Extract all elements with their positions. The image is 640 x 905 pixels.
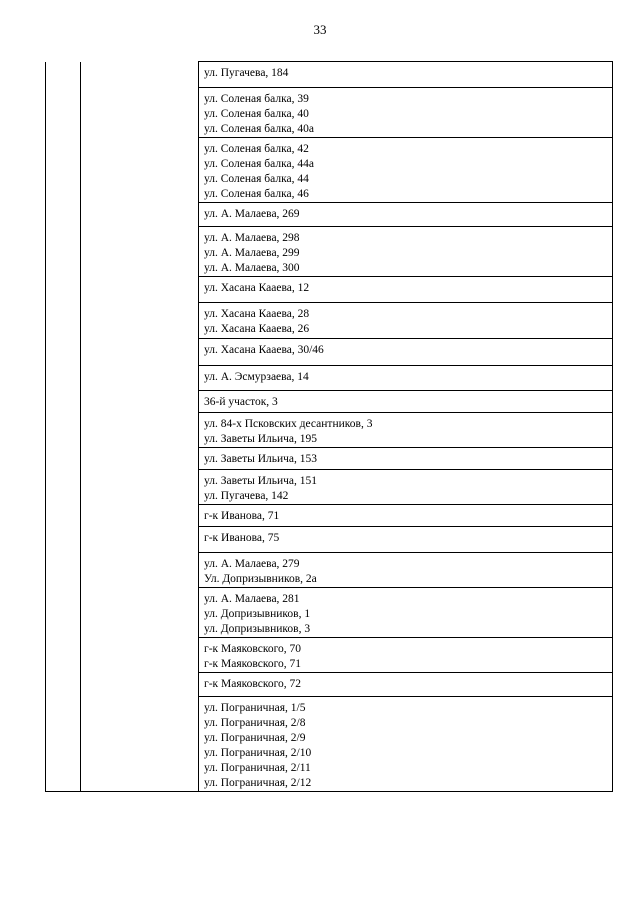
address-line: 36-й участок, 3: [204, 396, 278, 408]
address-line: ул. Соленая балка, 44: [204, 173, 309, 185]
empty-name-column: [81, 62, 199, 792]
address-line: ул. А. Малаева, 279: [204, 558, 300, 570]
address-line: ул. Пугачева, 184: [204, 67, 289, 79]
address-line: ул. Хасана Кааева, 26: [204, 323, 310, 335]
address-cell: [199, 697, 613, 792]
address-cell: [199, 203, 613, 227]
table-row: [46, 62, 613, 88]
address-line: ул. Пограничная, 2/9: [204, 732, 306, 744]
address-line: ул. Соленая балка, 40: [204, 108, 309, 120]
address-line: ул. Допризывников, 1: [204, 608, 311, 620]
address-line: ул. Хасана Кааева, 30/46: [204, 344, 324, 356]
address-line: ул. Допризывников, 3: [204, 623, 311, 635]
address-cell: [199, 339, 613, 366]
address-line: Ул. Допризывников, 2а: [204, 573, 317, 585]
address-cell: [199, 277, 613, 303]
address-line: ул. А. Малаева, 298: [204, 232, 300, 244]
address-cell: [199, 448, 613, 470]
address-line: ул. Пограничная, 2/12: [204, 777, 312, 789]
address-line: ул. А. Малаева, 300: [204, 262, 300, 274]
address-line: ул. Хасана Кааева, 12: [204, 282, 310, 294]
address-line: ул. Пугачева, 142: [204, 490, 289, 502]
address-line: г-к Маяковского, 71: [204, 658, 302, 670]
address-line: ул. А. Малаева, 269: [204, 208, 300, 220]
address-cell: [199, 527, 613, 553]
address-cell: [199, 391, 613, 413]
address-line: ул. А. Эсмурзаева, 14: [204, 371, 309, 383]
address-cell: [199, 413, 613, 448]
address-cell: [199, 88, 613, 138]
address-line: ул. Соленая балка, 42: [204, 143, 309, 155]
address-line: ул. Заветы Ильича, 151: [204, 475, 318, 487]
address-cell: [199, 470, 613, 505]
address-table-container: [45, 61, 613, 792]
address-line: ул. Заветы Ильича, 153: [204, 453, 318, 465]
page-number: 33: [313, 22, 327, 37]
address-cell: [199, 303, 613, 339]
address-line: ул. Соленая балка, 46: [204, 188, 309, 200]
address-line: ул. Соленая балка, 40а: [204, 123, 314, 135]
address-cell: [199, 553, 613, 588]
empty-number-column: [46, 62, 81, 792]
address-line: ул. Пограничная, 2/10: [204, 747, 312, 759]
address-line: ул. 84-х Псковских десантников, 3: [204, 418, 373, 430]
address-cell: [199, 673, 613, 697]
address-cell: [199, 638, 613, 673]
address-line: ул. Соленая балка, 39: [204, 93, 309, 105]
address-cell: [199, 138, 613, 203]
address-cell: [199, 227, 613, 277]
address-line: ул. Пограничная, 2/8: [204, 717, 306, 729]
address-line: ул. Заветы Ильича, 195: [204, 433, 318, 445]
address-line: г-к Иванова, 71: [204, 510, 280, 522]
address-cell: [199, 366, 613, 391]
address-line: ул. Соленая балка, 44а: [204, 158, 314, 170]
address-line: г-к Иванова, 75: [204, 532, 280, 544]
address-line: ул. Пограничная, 1/5: [204, 702, 306, 714]
address-line: ул. А. Малаева, 281: [204, 593, 300, 605]
address-line: г-к Маяковского, 70: [204, 643, 302, 655]
address-line: ул. Пограничная, 2/11: [204, 762, 311, 774]
address-cell: [199, 588, 613, 638]
address-line: ул. Хасана Кааева, 28: [204, 308, 310, 320]
address-cell: [199, 62, 613, 88]
address-line: г-к Маяковского, 72: [204, 678, 302, 690]
address-line: ул. А. Малаева, 299: [204, 247, 300, 259]
address-table: [45, 61, 613, 792]
address-cell: [199, 505, 613, 527]
